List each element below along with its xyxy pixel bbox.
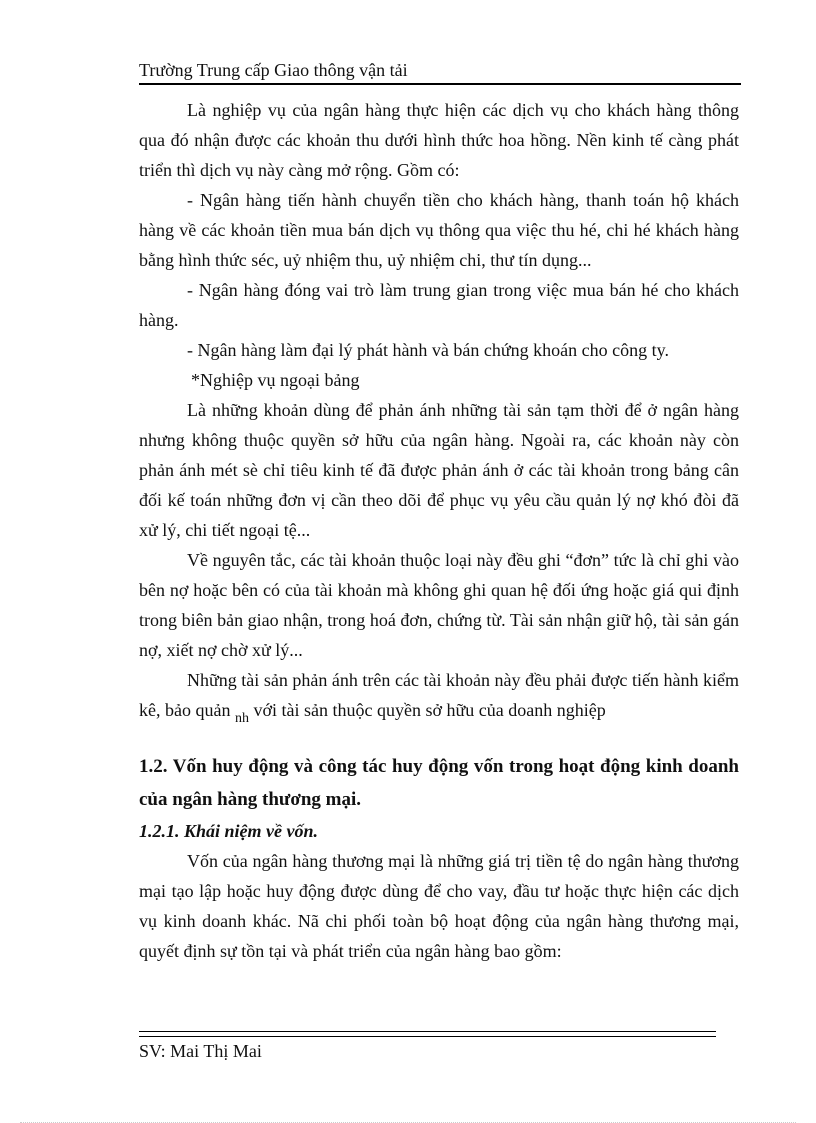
paragraph-subscript: nh	[234, 711, 249, 726]
paragraph: - Ngân hàng làm đại lý phát hành và bán chứng khoán cho công ty.	[187, 340, 669, 360]
paragraph	[139, 665, 739, 734]
page-footer	[139, 1040, 262, 1062]
paragraph: Về nguyên tắc, các tài khoản thuộc loại này đều ghi “đơn” tức là chỉ ghi vào bên nợ hoặc bên có của tài khoản mà không ghi quan hệ đối ứng hoặc giá qui định trong biên bản giao nhận, trong hoá đơn, chứng từ. Tài sản nhận giữ hộ, tài sản gán nợ, xiết nợ chờ xử lý...	[139, 550, 739, 660]
paragraph: Là những khoản dùng để phản ánh những tài sản tạm thời để ở ngân hàng nhưng không thuộc quyền sở hữu của ngân hàng. Ngoài ra, các khoản này còn phản ánh mét sè chỉ tiêu kinh tế đã được phản ánh ở các tài khoản trong bảng cân đối kế toán những đơn vị cần theo dõi để phục vụ yêu cầu quản lý nợ khó đòi đã xử lý, chi tiết ngoại tệ...	[139, 400, 739, 540]
paragraph: Vốn của ngân hàng thương mại là những giá trị tiền tệ do ngân hàng thương mại tạo lập hoặc huy động được dùng để cho vay, đầu tư hoặc thực hiện các dịch vụ kinh doanh khác. Nã chi phối toàn bộ hoạt động của ngân hàng thương mại, quyết định sự tồn tại và phát triển của ngân hàng bao gồm:	[139, 851, 739, 961]
paragraph-text: với tài sản thuộc quyền sở hữu của doanh nghiệp	[248, 700, 606, 720]
page-header	[139, 58, 741, 85]
paragraph: - Ngân hàng đóng vai trò làm trung gian trong việc mua bán hé cho khách hàng.	[139, 280, 739, 330]
footer-divider	[139, 1031, 716, 1037]
section-heading: 1.2. Vốn huy động và công tác huy động vốn trong hoạt động kinh doanh của ngân hàng thương mại.	[139, 756, 739, 810]
header-school-name: Trường Trung cấp Giao thông vận tải	[139, 60, 408, 80]
paragraph: - Ngân hàng tiến hành chuyển tiền cho khách hàng, thanh toán hộ khách hàng về các khoản tiền mua bán dịch vụ thông qua việc thu hé, chi hé khách hàng bằng hình thức séc, uỷ nhiệm thu, uỷ nhiệm chi, thư tín dụng...	[139, 190, 739, 270]
paragraph-subtitle: *Nghiệp vụ ngoại bảng	[191, 370, 360, 390]
document-body	[139, 95, 739, 966]
subsection-heading: 1.2.1. Khái niệm về vốn.	[139, 821, 318, 841]
footer-student-name: SV: Mai Thị Mai	[139, 1041, 262, 1061]
paragraph-text: Những tài sản phản ánh trên các tài khoản này đều phải được tiến hành kiểm kê, bảo quản	[139, 670, 739, 720]
paragraph: Là nghiệp vụ của ngân hàng thực hiện các dịch vụ cho khách hàng thông qua đó nhận được các khoản thu dưới hình thức hoa hồng. Nền kinh tế càng phát triển thì dịch vụ này càng mở rộng. Gồm có:	[139, 100, 739, 180]
